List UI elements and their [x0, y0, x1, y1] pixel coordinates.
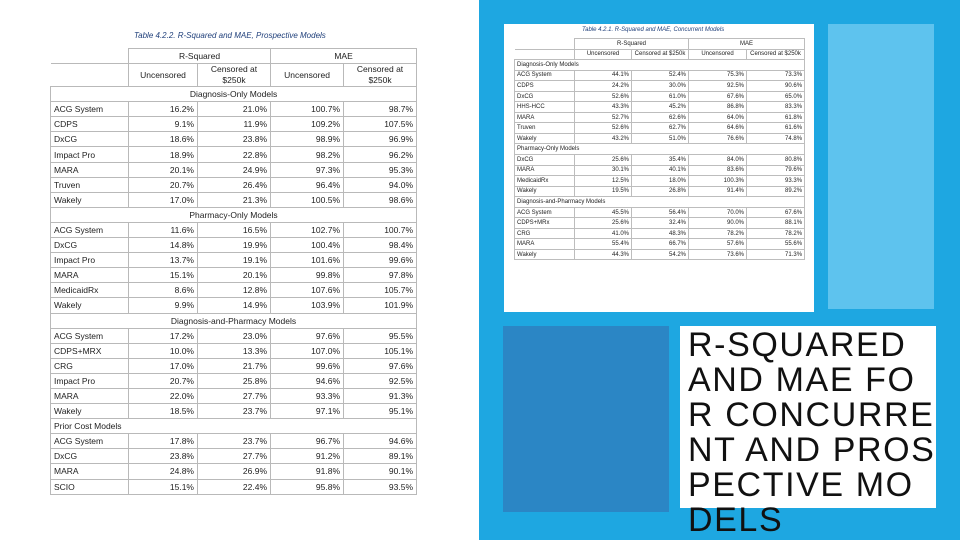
model-name-cell: CRG — [515, 228, 575, 239]
value-cell: 90.0% — [689, 218, 747, 229]
slide-title-box — [680, 326, 936, 539]
value-cell: 22.0% — [129, 388, 198, 403]
model-name-cell: CRG — [51, 358, 129, 373]
table-row — [515, 218, 805, 229]
section-header-row — [515, 144, 805, 155]
value-cell: 24.9% — [198, 162, 271, 177]
column-header: Uncensored — [689, 49, 747, 60]
model-name-cell: DxCG — [515, 91, 575, 102]
value-cell: 23.0% — [198, 328, 271, 343]
value-cell: 93.3% — [271, 388, 344, 403]
value-cell: 18.0% — [632, 176, 689, 187]
model-name-cell: DxCG — [51, 449, 129, 464]
value-cell: 91.2% — [271, 449, 344, 464]
value-cell: 26.8% — [632, 186, 689, 197]
value-cell: 71.3% — [747, 249, 805, 260]
value-cell: 13.3% — [198, 343, 271, 358]
section-label: Pharmacy-Only Models — [515, 144, 805, 155]
value-cell: 64.0% — [689, 112, 747, 123]
model-name-cell: ACG System — [515, 70, 575, 81]
value-cell: 107.6% — [271, 283, 344, 298]
value-cell: 91.3% — [344, 388, 417, 403]
value-cell: 41.0% — [575, 228, 632, 239]
value-cell: 23.8% — [198, 132, 271, 147]
value-cell: 54.2% — [632, 249, 689, 260]
value-cell: 11.9% — [198, 117, 271, 132]
table-row — [515, 91, 805, 102]
table-row — [515, 155, 805, 166]
section-header-row — [51, 207, 417, 222]
value-cell: 43.2% — [575, 133, 632, 144]
value-cell: 52.6% — [575, 91, 632, 102]
value-cell: 93.3% — [747, 176, 805, 187]
value-cell: 89.1% — [344, 449, 417, 464]
value-cell: 105.1% — [344, 343, 417, 358]
value-cell: 35.4% — [632, 155, 689, 166]
column-header: Uncensored — [129, 64, 198, 87]
section-header-row — [515, 197, 805, 208]
value-cell: 97.6% — [271, 328, 344, 343]
value-cell: 90.6% — [747, 81, 805, 92]
model-name-cell: Truven — [515, 123, 575, 134]
corner-cell — [51, 64, 129, 87]
column-header: Uncensored — [575, 49, 632, 60]
value-cell: 10.0% — [129, 343, 198, 358]
value-cell: 84.0% — [689, 155, 747, 166]
table-row — [51, 117, 417, 132]
value-cell: 89.2% — [747, 186, 805, 197]
table-row — [515, 102, 805, 113]
value-cell: 67.6% — [689, 91, 747, 102]
column-header: Censored at $250k — [344, 64, 417, 87]
model-name-cell: DxCG — [51, 238, 129, 253]
value-cell: 22.8% — [198, 147, 271, 162]
value-cell: 78.2% — [747, 228, 805, 239]
model-name-cell: Wakely — [51, 404, 129, 419]
value-cell: 16.2% — [129, 102, 198, 117]
value-cell: 8.6% — [129, 283, 198, 298]
value-cell: 100.7% — [344, 222, 417, 237]
model-name-cell: ACG System — [51, 434, 129, 449]
prospective-table-image — [50, 30, 416, 495]
value-cell: 25.6% — [575, 218, 632, 229]
value-cell: 103.9% — [271, 298, 344, 313]
table-row — [51, 192, 417, 207]
value-cell: 15.1% — [129, 479, 198, 494]
value-cell: 80.8% — [747, 155, 805, 166]
model-name-cell: CDPS — [515, 81, 575, 92]
value-cell: 98.9% — [271, 132, 344, 147]
value-cell: 23.7% — [198, 434, 271, 449]
value-cell: 57.6% — [689, 239, 747, 250]
concurrent-table-caption: Table 4.2.1. R-Squared and MAE, Concurrent Models — [582, 27, 725, 33]
value-cell: 93.5% — [344, 479, 417, 494]
model-name-cell: Impact Pro — [51, 147, 129, 162]
value-cell: 61.0% — [632, 91, 689, 102]
value-cell: 65.0% — [747, 91, 805, 102]
value-cell: 100.4% — [271, 238, 344, 253]
value-cell: 75.3% — [689, 70, 747, 81]
value-cell: 21.3% — [198, 192, 271, 207]
value-cell: 11.6% — [129, 222, 198, 237]
model-name-cell: MARA — [515, 239, 575, 250]
value-cell: 17.0% — [129, 192, 198, 207]
table-row — [51, 253, 417, 268]
table-row — [515, 70, 805, 81]
prospective-table-caption: Table 4.2.2. R-Squared and MAE, Prospective Models — [134, 31, 326, 40]
value-cell: 52.4% — [632, 70, 689, 81]
value-cell: 52.7% — [575, 112, 632, 123]
value-cell: 21.7% — [198, 358, 271, 373]
column-header: Uncensored — [271, 64, 344, 87]
value-cell: 45.2% — [632, 102, 689, 113]
model-name-cell: Impact Pro — [51, 253, 129, 268]
table-row — [51, 298, 417, 313]
value-cell: 45.5% — [575, 207, 632, 218]
value-cell: 98.4% — [344, 238, 417, 253]
table-row — [515, 207, 805, 218]
value-cell: 96.9% — [344, 132, 417, 147]
value-cell: 100.5% — [271, 192, 344, 207]
table-row — [51, 404, 417, 419]
value-cell: 74.8% — [747, 133, 805, 144]
value-cell: 9.9% — [129, 298, 198, 313]
value-cell: 30.1% — [575, 165, 632, 176]
model-name-cell: DxCG — [515, 155, 575, 166]
value-cell: 20.1% — [198, 268, 271, 283]
section-label: Diagnosis-Only Models — [515, 60, 805, 71]
value-cell: 19.1% — [198, 253, 271, 268]
value-cell: 96.2% — [344, 147, 417, 162]
model-name-cell: ACG System — [515, 207, 575, 218]
value-cell: 67.6% — [747, 207, 805, 218]
value-cell: 99.6% — [271, 358, 344, 373]
table-row — [51, 132, 417, 147]
value-cell: 18.5% — [129, 404, 198, 419]
table-row — [51, 268, 417, 283]
value-cell: 30.0% — [632, 81, 689, 92]
prospective-table — [50, 48, 417, 495]
value-cell: 62.7% — [632, 123, 689, 134]
decorative-square-dark — [503, 326, 669, 512]
section-label: Diagnosis-and-Pharmacy Models — [51, 313, 417, 328]
section-label: Diagnosis-Only Models — [51, 87, 417, 102]
value-cell: 27.7% — [198, 449, 271, 464]
section-label: Diagnosis-and-Pharmacy Models — [515, 197, 805, 208]
value-cell: 101.6% — [271, 253, 344, 268]
table-row — [51, 102, 417, 117]
value-cell: 94.0% — [344, 177, 417, 192]
model-name-cell: MARA — [51, 162, 129, 177]
value-cell: 12.5% — [575, 176, 632, 187]
value-cell: 94.6% — [344, 434, 417, 449]
column-header: Censored at $250k — [198, 64, 271, 87]
value-cell: 44.3% — [575, 249, 632, 260]
value-cell: 24.2% — [575, 81, 632, 92]
value-cell: 20.1% — [129, 162, 198, 177]
group-header-rsquared: R-Squared — [575, 39, 689, 50]
value-cell: 95.5% — [344, 328, 417, 343]
value-cell: 21.0% — [198, 102, 271, 117]
value-cell: 17.2% — [129, 328, 198, 343]
value-cell: 22.4% — [198, 479, 271, 494]
value-cell: 70.0% — [689, 207, 747, 218]
value-cell: 56.4% — [632, 207, 689, 218]
table-row — [51, 222, 417, 237]
decorative-square-light — [828, 24, 934, 309]
model-name-cell: CDPS — [51, 117, 129, 132]
table-row — [51, 434, 417, 449]
value-cell: 73.6% — [689, 249, 747, 260]
table-row — [515, 112, 805, 123]
value-cell: 100.7% — [271, 102, 344, 117]
value-cell: 51.0% — [632, 133, 689, 144]
table-row — [515, 81, 805, 92]
value-cell: 19.5% — [575, 186, 632, 197]
model-name-cell: Wakely — [515, 133, 575, 144]
section-header-row — [515, 60, 805, 71]
model-name-cell: ACG System — [51, 102, 129, 117]
value-cell: 25.6% — [575, 155, 632, 166]
value-cell: 18.9% — [129, 147, 198, 162]
table-row — [51, 343, 417, 358]
value-cell: 91.8% — [271, 464, 344, 479]
table-row — [51, 373, 417, 388]
value-cell: 107.5% — [344, 117, 417, 132]
value-cell: 83.6% — [689, 165, 747, 176]
table-row — [51, 464, 417, 479]
model-name-cell: MedicaidRx — [515, 176, 575, 187]
model-name-cell: CDPS+MRX — [51, 343, 129, 358]
value-cell: 61.8% — [747, 112, 805, 123]
value-cell: 73.3% — [747, 70, 805, 81]
slide-title: R-SQUARED AND MAE FOR CONCURRENT AND PROSPECTIVE MODELS — [688, 326, 936, 539]
table-row — [515, 228, 805, 239]
value-cell: 62.6% — [632, 112, 689, 123]
value-cell: 26.9% — [198, 464, 271, 479]
table-row — [51, 283, 417, 298]
model-name-cell: Wakely — [515, 249, 575, 260]
value-cell: 98.2% — [271, 147, 344, 162]
value-cell: 79.6% — [747, 165, 805, 176]
table-row — [515, 123, 805, 134]
value-cell: 99.6% — [344, 253, 417, 268]
table-row — [515, 239, 805, 250]
value-cell: 95.3% — [344, 162, 417, 177]
model-name-cell: HHS-HCC — [515, 102, 575, 113]
table-row — [515, 186, 805, 197]
value-cell: 100.3% — [689, 176, 747, 187]
value-cell: 97.6% — [344, 358, 417, 373]
value-cell: 27.7% — [198, 388, 271, 403]
value-cell: 14.8% — [129, 238, 198, 253]
value-cell: 64.6% — [689, 123, 747, 134]
value-cell: 95.1% — [344, 404, 417, 419]
table-row — [515, 165, 805, 176]
value-cell: 98.7% — [344, 102, 417, 117]
table-row — [51, 177, 417, 192]
value-cell: 55.6% — [747, 239, 805, 250]
corner-cell — [515, 39, 575, 50]
column-header: Censored at $250k — [632, 49, 689, 60]
value-cell: 91.4% — [689, 186, 747, 197]
corner-cell — [515, 49, 575, 60]
model-name-cell: MARA — [515, 165, 575, 176]
model-name-cell: SCIO — [51, 479, 129, 494]
value-cell: 12.8% — [198, 283, 271, 298]
model-name-cell: Wakely — [51, 192, 129, 207]
value-cell: 55.4% — [575, 239, 632, 250]
section-header-row — [51, 87, 417, 102]
model-name-cell: Wakely — [515, 186, 575, 197]
value-cell: 99.8% — [271, 268, 344, 283]
group-header-rsquared: R-Squared — [129, 49, 271, 64]
value-cell: 86.8% — [689, 102, 747, 113]
value-cell: 97.3% — [271, 162, 344, 177]
model-name-cell: Impact Pro — [51, 373, 129, 388]
value-cell: 19.9% — [198, 238, 271, 253]
value-cell: 97.1% — [271, 404, 344, 419]
value-cell: 95.8% — [271, 479, 344, 494]
value-cell: 52.6% — [575, 123, 632, 134]
value-cell: 44.1% — [575, 70, 632, 81]
table-row — [51, 449, 417, 464]
value-cell: 83.3% — [747, 102, 805, 113]
value-cell: 25.8% — [198, 373, 271, 388]
value-cell: 23.7% — [198, 404, 271, 419]
value-cell: 40.1% — [632, 165, 689, 176]
model-name-cell: MARA — [51, 268, 129, 283]
table-row — [515, 176, 805, 187]
value-cell: 26.4% — [198, 177, 271, 192]
corner-cell — [51, 49, 129, 64]
model-name-cell: CDPS+MRx — [515, 218, 575, 229]
value-cell: 16.5% — [198, 222, 271, 237]
model-name-cell: MARA — [51, 464, 129, 479]
value-cell: 20.7% — [129, 373, 198, 388]
value-cell: 66.7% — [632, 239, 689, 250]
concurrent-table-image — [504, 24, 814, 312]
table-row — [515, 133, 805, 144]
group-header-mae: MAE — [689, 39, 805, 50]
concurrent-table — [514, 38, 805, 260]
table-row — [51, 358, 417, 373]
value-cell: 18.6% — [129, 132, 198, 147]
value-cell: 109.2% — [271, 117, 344, 132]
value-cell: 78.2% — [689, 228, 747, 239]
value-cell: 76.6% — [689, 133, 747, 144]
value-cell: 32.4% — [632, 218, 689, 229]
table-row — [51, 388, 417, 403]
model-name-cell: MARA — [515, 112, 575, 123]
value-cell: 48.3% — [632, 228, 689, 239]
section-label: Prior Cost Models — [51, 419, 417, 434]
value-cell: 101.9% — [344, 298, 417, 313]
value-cell: 98.6% — [344, 192, 417, 207]
section-header-row — [51, 419, 417, 434]
table-row — [51, 479, 417, 494]
model-name-cell: MedicaidRx — [51, 283, 129, 298]
value-cell: 14.9% — [198, 298, 271, 313]
section-label: Pharmacy-Only Models — [51, 207, 417, 222]
value-cell: 92.5% — [689, 81, 747, 92]
value-cell: 17.0% — [129, 358, 198, 373]
value-cell: 43.3% — [575, 102, 632, 113]
group-header-mae: MAE — [271, 49, 417, 64]
column-header: Censored at $250k — [747, 49, 805, 60]
model-name-cell: MARA — [51, 388, 129, 403]
value-cell: 96.4% — [271, 177, 344, 192]
value-cell: 20.7% — [129, 177, 198, 192]
table-row — [51, 328, 417, 343]
value-cell: 23.8% — [129, 449, 198, 464]
value-cell: 90.1% — [344, 464, 417, 479]
model-name-cell: Truven — [51, 177, 129, 192]
table-row — [51, 147, 417, 162]
value-cell: 96.7% — [271, 434, 344, 449]
value-cell: 92.5% — [344, 373, 417, 388]
model-name-cell: DxCG — [51, 132, 129, 147]
value-cell: 61.6% — [747, 123, 805, 134]
value-cell: 17.8% — [129, 434, 198, 449]
table-row — [51, 238, 417, 253]
model-name-cell: ACG System — [51, 328, 129, 343]
value-cell: 24.8% — [129, 464, 198, 479]
model-name-cell: Wakely — [51, 298, 129, 313]
table-row — [515, 249, 805, 260]
value-cell: 107.0% — [271, 343, 344, 358]
value-cell: 94.6% — [271, 373, 344, 388]
value-cell: 9.1% — [129, 117, 198, 132]
value-cell: 13.7% — [129, 253, 198, 268]
model-name-cell: ACG System — [51, 222, 129, 237]
value-cell: 15.1% — [129, 268, 198, 283]
section-header-row — [51, 313, 417, 328]
table-row — [51, 162, 417, 177]
value-cell: 97.8% — [344, 268, 417, 283]
value-cell: 102.7% — [271, 222, 344, 237]
value-cell: 88.1% — [747, 218, 805, 229]
value-cell: 105.7% — [344, 283, 417, 298]
